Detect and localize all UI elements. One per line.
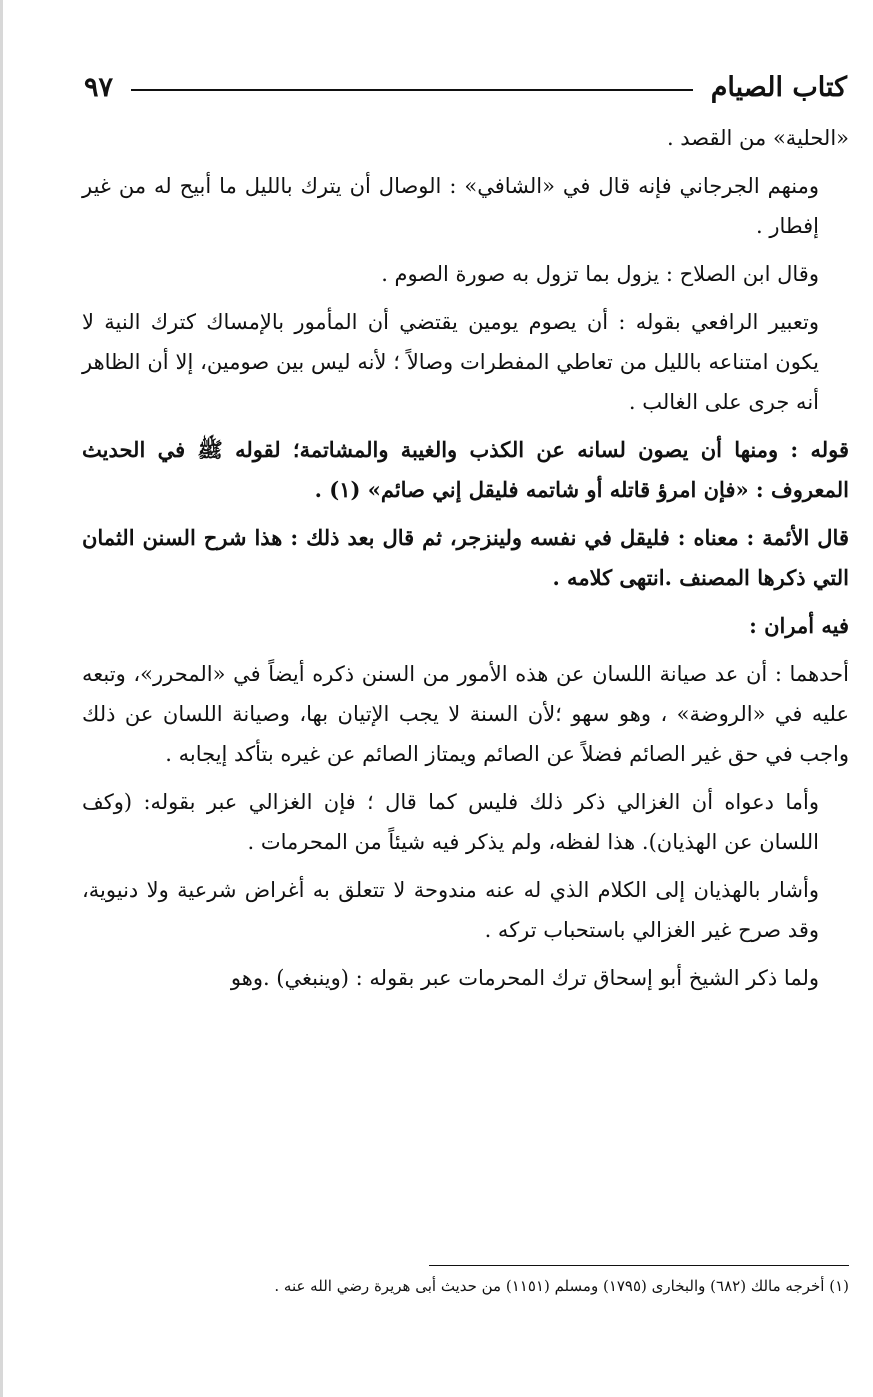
paragraph-1: «الحلية» من القصد .: [666, 126, 849, 150]
scan-edge: [0, 0, 3, 1397]
paragraph-4: وتعبير الرافعي بقوله : أن يصوم يومين يقتضي أن المأمور بالإمساك كترك النية لا يكون امتناعه بالليل من تعاطي المفطرات وصالاً ؛ لأنه ليس بين صومين، إلا أن الظاهر أنه جرى على الغالب .: [82, 310, 819, 414]
page-number: ٩٧: [84, 71, 114, 103]
paragraph-6-quote: قال الأئمة : معناه : فليقل في نفسه ولينزجر، ثم قال بعد ذلك : هذا شرح السنن الثمان التي ذكرها المصنف .انتهى كلامه .: [82, 525, 849, 590]
paragraph-10: وأشار بالهذيان إلى الكلام الذي له عنه مندوحة لا تتعلق به أغراض شرعية ولا دنيوية، وقد صرح غير الغزالي باستحباب تركه .: [82, 878, 819, 942]
paragraph-5-quote: قوله : ومنها أن يصون لسانه عن الكذب والغيبة والمشاتمة؛ لقوله ﷺ في الحديث المعروف : «فإن امرؤ قاتله أو شاتمه فليقل إني صائم» (١) .: [82, 437, 849, 502]
paragraph-11: ولما ذكر الشيخ أبو إسحاق ترك المحرمات عبر بقوله : (وينبغي) .وهو: [230, 966, 819, 990]
header-rule: [131, 89, 693, 91]
body-text: [82, 118, 849, 1006]
paragraph-7-heading: فيه أمران :: [749, 613, 849, 638]
footnote: (١) أخرجه مالك (٦٨٢) والبخارى (١٧٩٥) ومسلم (١١٥١) من حديث أبى هريرة رضي الله عنه .: [274, 1277, 849, 1295]
paragraph-8: أحدهما : أن عد صيانة اللسان عن هذه الأمور من السنن ذكره أيضاً في «المحرر»، وتبعه عليه في «الروضة» ، وهو سهو ؛لأن السنة لا يجب الإتيان بها، وصيانة اللسان عن ذلك واجب في حق غير الصائم فضلاً عن الصائم ويمتاز الصائم عن غيره بتأكد إيجابه .: [82, 662, 849, 766]
paragraph-3: وقال ابن الصلاح : يزول بما تزول به صورة الصوم .: [381, 262, 819, 286]
paragraph-2: ومنهم الجرجاني فإنه قال في «الشافي» : الوصال أن يترك بالليل ما أبيح له من غير إفطار .: [82, 174, 819, 238]
page-header: [84, 66, 847, 108]
running-title: كتاب الصيام: [710, 71, 847, 103]
footnote-rule: [429, 1265, 849, 1266]
paragraph-9: وأما دعواه أن الغزالي ذكر ذلك فليس كما قال ؛ فإن الغزالي عبر بقوله: (وكف اللسان عن الهذيان). هذا لفظه، ولم يذكر فيه شيئاً من المحرمات .: [82, 790, 819, 854]
